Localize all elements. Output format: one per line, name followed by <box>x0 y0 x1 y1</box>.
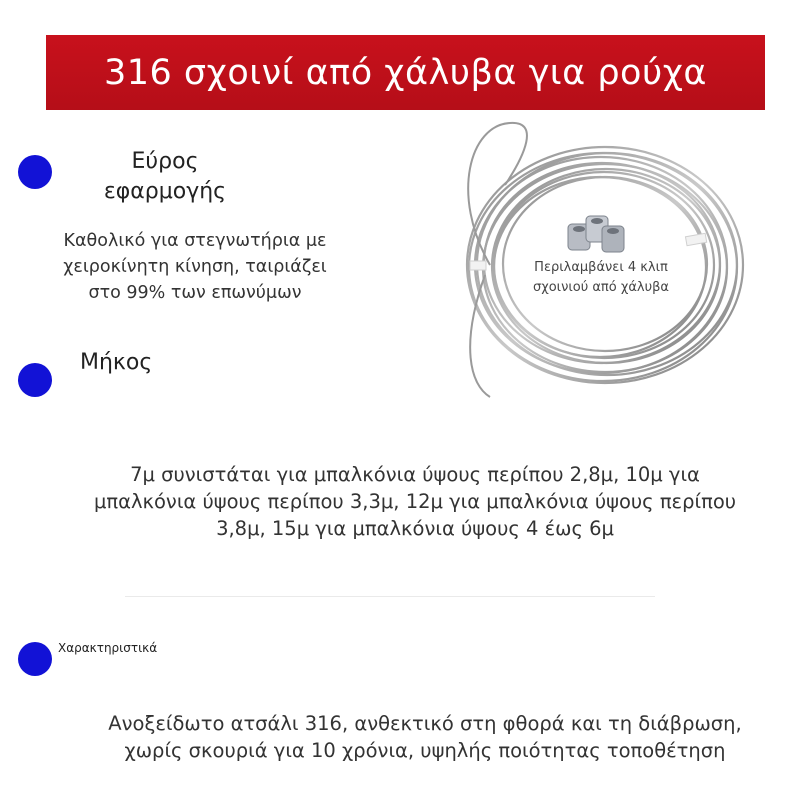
body-line: Καθολικό για στεγνωτήρια με <box>63 231 327 251</box>
section-body-length <box>70 461 760 542</box>
body-line: 3,8μ, 15μ για μπαλκόνια ύψους 4 έως 6μ <box>216 517 614 540</box>
body-line: χωρίς σκουριά για 10 χρόνια, υψηλής ποιότητας τοποθέτηση <box>124 739 726 762</box>
body-line: χειροκίνητη κίνηση, ταιριάζει <box>63 257 327 277</box>
heading-line: εφαρμογής <box>103 179 227 204</box>
bullet-dot <box>18 642 52 676</box>
note-line: σχοινιού από χάλυβα <box>532 280 669 295</box>
bullet-dot <box>18 363 52 397</box>
page-title: 316 σχοινί από χάλυβα για ρούχα <box>104 52 707 93</box>
section-heading-features: Χαρακτηριστικά <box>58 641 158 655</box>
divider <box>125 596 655 597</box>
heading-line: Εύρος <box>131 149 199 174</box>
bullet-dot <box>18 155 52 189</box>
body-line: 7μ συνιστάται για μπαλκόνια ύψους περίπου 2,8μ, 10μ για <box>130 463 700 486</box>
body-line: Ανοξείδωτο ατσάλι 316, ανθεκτικό στη φθορά και τη διάβρωση, <box>108 712 742 735</box>
body-line: στο 99% των επωνύμων <box>88 283 302 303</box>
clips-included-note <box>515 258 687 298</box>
section-heading-length: Μήκος <box>80 350 153 375</box>
body-line: μπαλκόνια ύψους περίπου 3,3μ, 12μ για μπαλκόνια ύψους περίπου <box>93 490 737 513</box>
section-heading-scope <box>80 147 250 207</box>
section-body-features <box>70 710 780 764</box>
note-line: Περιλαμβάνει 4 κλιπ <box>534 260 668 275</box>
section-body-scope <box>25 228 365 306</box>
title-banner <box>46 35 765 110</box>
